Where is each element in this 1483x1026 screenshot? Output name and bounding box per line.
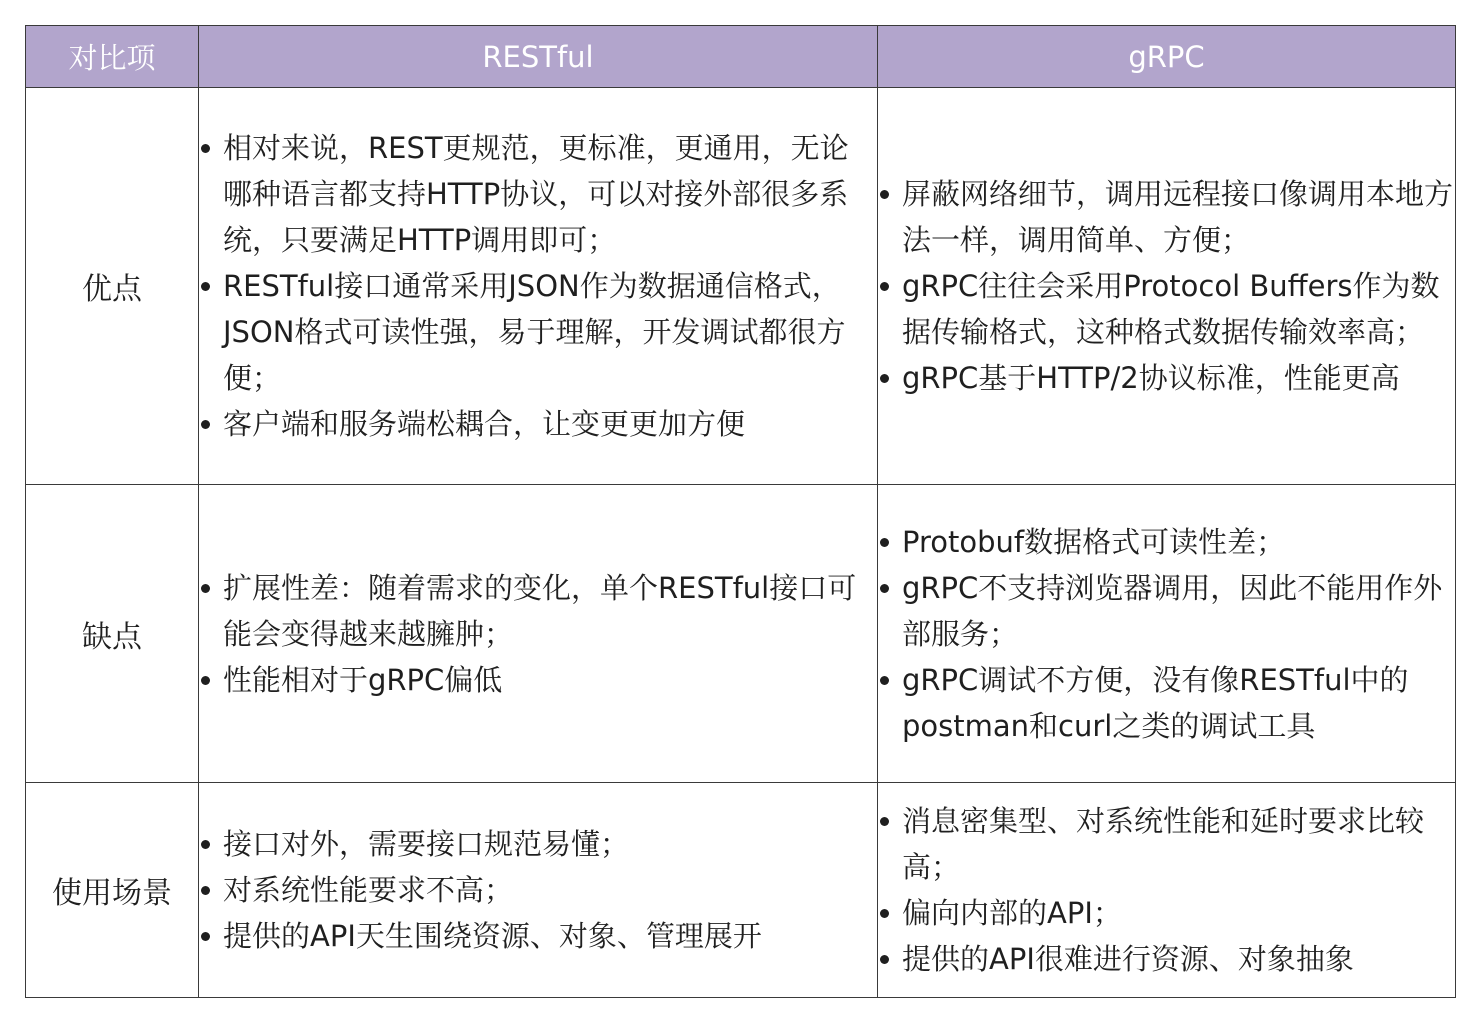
list-item — [878, 565, 1455, 657]
bullet-icon — [880, 282, 889, 291]
header-restful: RESTful — [199, 26, 878, 88]
list-item — [199, 125, 877, 263]
restful-cons-list — [199, 565, 877, 703]
list-item — [199, 867, 877, 913]
list-item — [878, 890, 1455, 936]
list-item-text: RESTful接口通常采用JSON作为数据通信格式，JSON格式可读性强，易于理解，开发调试都很方便； — [223, 269, 846, 395]
table-row-pros — [26, 88, 1456, 485]
restful-pros-list — [199, 125, 877, 447]
grpc-pros-cell — [878, 88, 1456, 485]
bullet-icon — [201, 144, 210, 153]
list-item — [199, 821, 877, 867]
list-item-text: Protobuf数据格式可读性差； — [902, 524, 1286, 559]
bullet-icon — [880, 955, 889, 964]
bullet-icon — [880, 909, 889, 918]
list-item — [199, 263, 877, 401]
table-row-cons — [26, 485, 1456, 783]
restful-cons-cell — [199, 485, 878, 783]
list-item-text: gRPC不支持浏览器调用，因此不能用作外部服务； — [902, 570, 1443, 651]
list-item-text: 相对来说，REST更规范，更标准，更通用，无论哪种语言都支持HTTP协议，可以对接外部很多系统，只要满足HTTP调用即可； — [223, 131, 849, 257]
header-grpc: gRPC — [878, 26, 1456, 88]
list-item-text: 对系统性能要求不高； — [223, 873, 514, 907]
bullet-icon — [201, 840, 210, 849]
bullet-icon — [201, 932, 210, 941]
list-item — [878, 798, 1455, 890]
list-item-text: 提供的API天生围绕资源、对象、管理展开 — [223, 919, 762, 953]
comparison-table-container — [25, 25, 1455, 998]
bullet-icon — [880, 676, 889, 685]
header-item: 对比项 — [26, 26, 199, 88]
list-item — [878, 171, 1455, 263]
list-item — [878, 519, 1455, 565]
list-item — [878, 657, 1455, 749]
bullet-icon — [201, 886, 210, 895]
restful-usage-list — [199, 821, 877, 959]
list-item-text: 客户端和服务端松耦合，让变更更加方便 — [223, 407, 746, 441]
restful-pros-cell — [199, 88, 878, 485]
list-item — [199, 657, 877, 703]
list-item — [878, 936, 1455, 982]
bullet-icon — [880, 190, 889, 199]
comparison-table — [25, 25, 1456, 998]
list-item-text: 提供的API很难进行资源、对象抽象 — [902, 942, 1354, 976]
list-item — [199, 565, 877, 657]
list-item-text: 扩展性差：随着需求的变化，单个RESTful接口可能会变得越来越臃肿； — [223, 570, 857, 651]
list-item-text: gRPC基于HTTP/2协议标准，性能更高 — [902, 361, 1400, 395]
list-item — [878, 263, 1455, 355]
list-item-text: 性能相对于gRPC偏低 — [223, 662, 503, 697]
bullet-icon — [880, 584, 889, 593]
list-item — [199, 401, 877, 447]
list-item-text: 消息密集型、对系统性能和延时要求比较高； — [902, 804, 1425, 884]
row-label-pros: 优点 — [26, 88, 199, 485]
restful-usage-cell — [199, 783, 878, 998]
grpc-cons-cell — [878, 485, 1456, 783]
table-header-row — [26, 26, 1456, 88]
bullet-icon — [201, 282, 210, 291]
grpc-usage-list — [878, 798, 1455, 982]
grpc-cons-list — [878, 519, 1455, 749]
table-row-usage — [26, 783, 1456, 998]
row-label-usage: 使用场景 — [26, 783, 199, 998]
bullet-icon — [880, 538, 889, 547]
bullet-icon — [201, 584, 210, 593]
list-item-text: 接口对外，需要接口规范易懂； — [223, 827, 630, 861]
list-item-text: gRPC调试不方便，没有像RESTful中的postman和curl之类的调试工具 — [902, 662, 1409, 743]
grpc-pros-list — [878, 171, 1455, 401]
list-item — [199, 913, 877, 959]
list-item-text: 偏向内部的API； — [902, 896, 1122, 930]
bullet-icon — [880, 374, 889, 383]
bullet-icon — [201, 420, 210, 429]
bullet-icon — [880, 817, 889, 826]
list-item — [878, 355, 1455, 401]
bullet-icon — [201, 676, 210, 685]
grpc-usage-cell — [878, 783, 1456, 998]
list-item-text: gRPC往往会采用Protocol Buffers作为数据传输格式，这种格式数据传输效率高； — [902, 269, 1440, 349]
row-label-cons: 缺点 — [26, 485, 199, 783]
list-item-text: 屏蔽网络细节，调用远程接口像调用本地方法一样，调用简单、方便； — [902, 177, 1454, 257]
